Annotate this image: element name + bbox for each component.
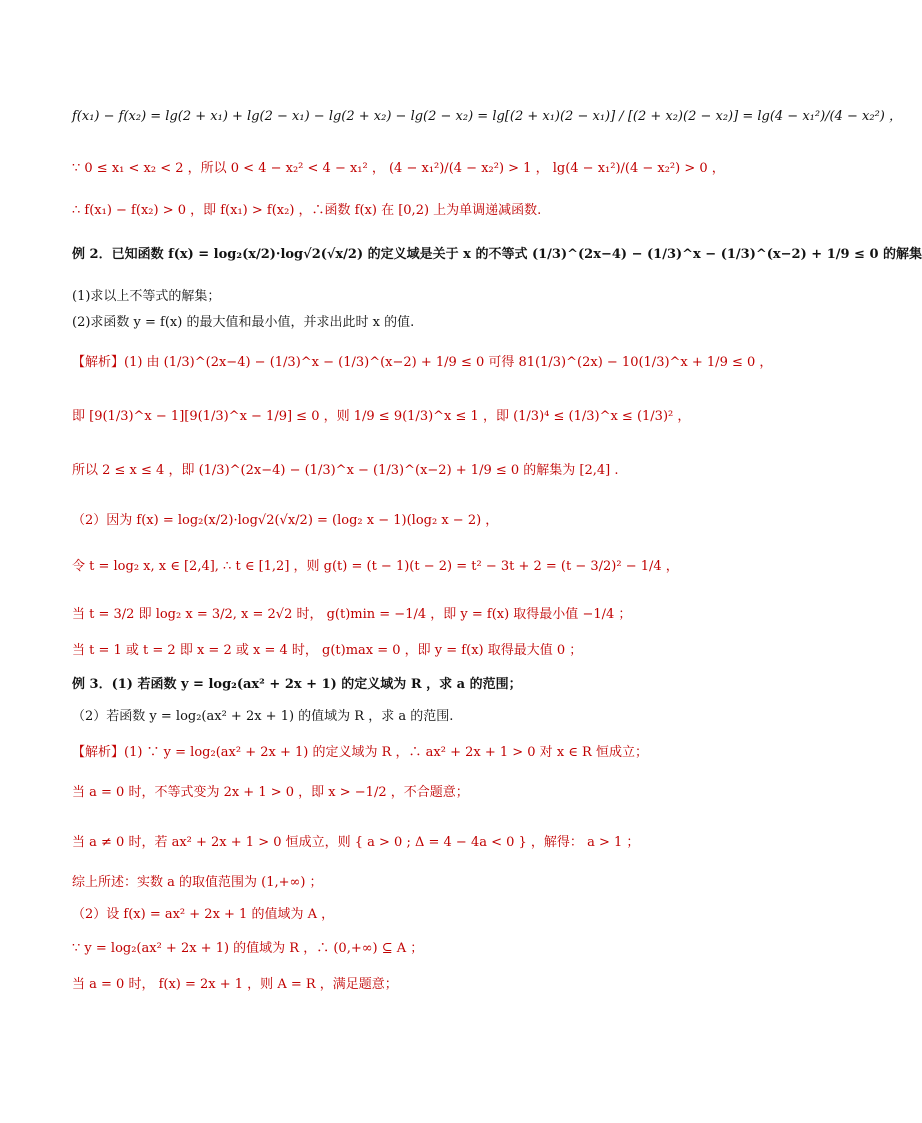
text-line-22: 当 a = 0 时， f(x) = 2x + 1 ，则 A = R ，满足题意； <box>72 977 398 992</box>
text-line-10: （2）因为 f(x) = log₂(x/2)·log√2(√x/2) = (log₂ x − 1)(log₂ x − 2) ， <box>72 513 499 528</box>
text-line-13: 当 t = 1 或 t = 2 即 x = 2 或 x = 4 时， g(t)max = 0 ，即 y = f(x) 取得最大值 0 ； <box>72 643 583 658</box>
text-line-2: ∵ 0 ≤ x₁ < x₂ < 2 ，所以 0 < 4 − x₂² < 4 − x₁² ， (4 − x₁²)/(4 − x₂²) > 1 ， lg(4 − x₁²)/(4 − x₂²) > 0 ， <box>72 161 725 176</box>
text-line-5: (1)求以上不等式的解集； <box>72 289 221 304</box>
text-line-17: 当 a = 0 时，不等式变为 2x + 1 > 0 ，即 x > −1/2 ，不合题意； <box>72 785 469 800</box>
text-line-15: （2）若函数 y = log₂(ax² + 2x + 1) 的值域为 R ，求 a 的范围. <box>72 709 454 724</box>
text-line-7: 【解析】(1) 由 (1/3)^(2x−4) − (1/3)^x − (1/3)^(x−2) + 1/9 ≤ 0 可得 81(1/3)^(2x) − 10(1/3)^x + 1/9 ≤ 0 ， <box>72 355 773 370</box>
text-line-20: （2）设 f(x) = ax² + 2x + 1 的值域为 A ， <box>72 907 335 922</box>
text-line-21: ∵ y = log₂(ax² + 2x + 1) 的值域为 R ，∴ (0,+∞) ⊆ A ； <box>72 941 424 956</box>
text-line-19: 综上所述：实数 a 的取值范围为 (1,+∞) ； <box>72 875 323 890</box>
text-line-4: 例 2．已知函数 f(x) = log₂(x/2)·log√2(√x/2) 的定义域是关于 x 的不等式 (1/3)^(2x−4) − (1/3)^x − (1/3)^(x−2) + 1/9 ≤ 0 的解集 <box>72 247 922 262</box>
text-line-8: 即 [9(1/3)^x − 1][9(1/3)^x − 1/9] ≤ 0 ，则 1/9 ≤ 9(1/3)^x ≤ 1 ，即 (1/3)⁴ ≤ (1/3)^x ≤ (1/3)² ， <box>72 409 691 424</box>
text-line-3: ∴ f(x₁) − f(x₂) > 0 ，即 f(x₁) > f(x₂) ，∴函数 f(x) 在 [0,2) 上为单调递减函数. <box>72 203 542 218</box>
text-line-9: 所以 2 ≤ x ≤ 4 ，即 (1/3)^(2x−4) − (1/3)^x − (1/3)^(x−2) + 1/9 ≤ 0 的解集为 [2,4] . <box>72 463 619 478</box>
text-line-16: 【解析】(1) ∵ y = log₂(ax² + 2x + 1) 的定义域为 R ，∴ ax² + 2x + 1 > 0 对 x ∈ R 恒成立； <box>72 745 648 760</box>
text-line-18: 当 a ≠ 0 时，若 ax² + 2x + 1 > 0 恒成立，则 { a > 0 ; Δ = 4 − 4a < 0 } ，解得： a > 1 ； <box>72 835 640 850</box>
text-line-12: 当 t = 3/2 即 log₂ x = 3/2, x = 2√2 时， g(t)min = −1/4 ，即 y = f(x) 取得最小值 −1/4 ； <box>72 607 632 622</box>
text-line-6: (2)求函数 y = f(x) 的最大值和最小值，并求出此时 x 的值. <box>72 315 415 330</box>
text-line-1: f(x₁) − f(x₂) = lg(2 + x₁) + lg(2 − x₁) − lg(2 + x₂) − lg(2 − x₂) = lg[(2 + x₁)(2 − x₁)] / [(2 + x₂)(2 − x₂)] = lg(4 − x₁²)/(4 − x₂²) ， <box>72 109 902 124</box>
text-line-14: 例 3．(1) 若函数 y = log₂(ax² + 2x + 1) 的定义域为 R ，求 a 的范围； <box>72 677 522 692</box>
text-line-11: 令 t = log₂ x, x ∈ [2,4], ∴ t ∈ [1,2] ，则 g(t) = (t − 1)(t − 2) = t² − 3t + 2 = (t − 3/2)² − 1/4 ， <box>72 559 679 574</box>
